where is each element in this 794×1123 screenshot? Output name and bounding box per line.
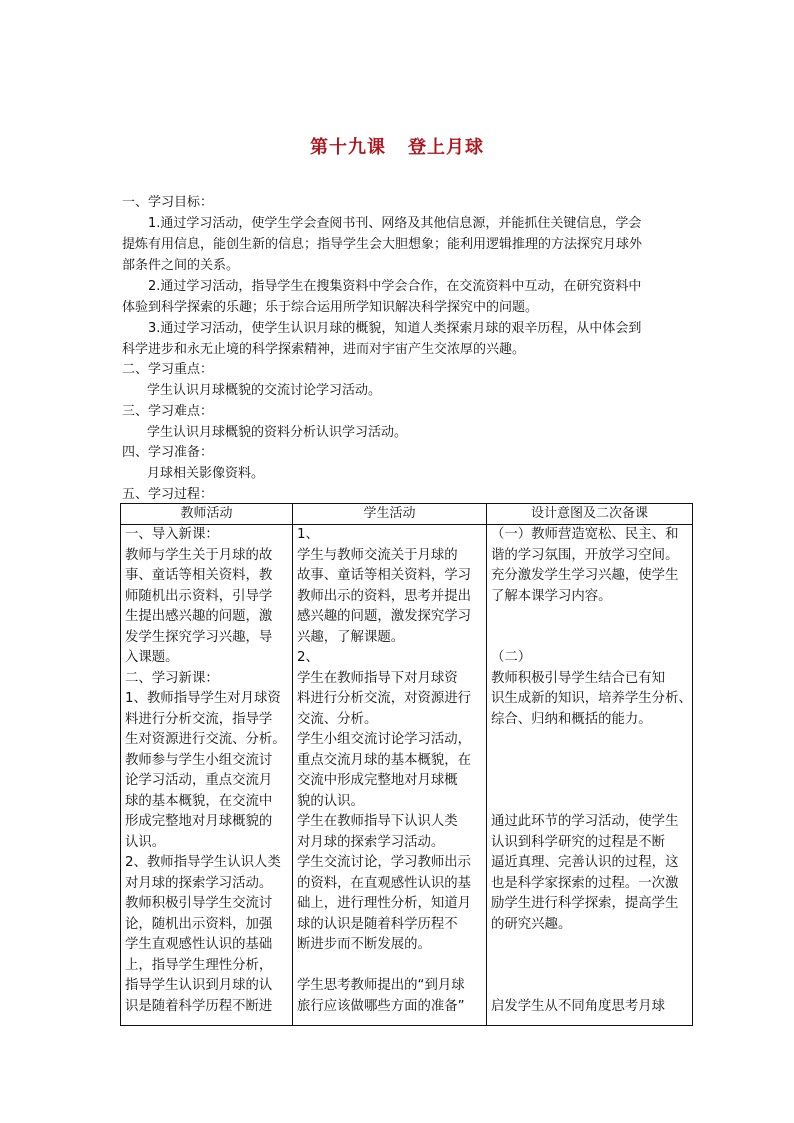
objective-3-line: 科学进步和永无止境的科学探索精神，进而对宇宙产生交浓厚的兴趣。 bbox=[122, 342, 526, 357]
design-intent-line: 的研究兴趣。 bbox=[491, 916, 572, 932]
objective-3-line: 3.通过学习活动，使学生认识月球的概貌，知道人类探索月球的艰辛历程，从中体会到 bbox=[148, 321, 642, 336]
student-activity-line: 学生与教师交流关于月球的 bbox=[297, 547, 458, 563]
objective-2-line: 2.通过学习活动，指导学生在搜集资料中学会合作，在交流资料中互动，在研究资料中 bbox=[148, 279, 642, 294]
design-intent-cell bbox=[487, 525, 693, 1026]
teacher-activity-line: 发学生探究学习兴趣，导 bbox=[125, 629, 273, 645]
teacher-activity-line: 料进行分析交流，指导学 bbox=[125, 711, 273, 727]
teacher-activity-line: 教师参与学生小组交流讨 bbox=[125, 752, 273, 768]
design-intent-line: 启发学生从不同角度思考月球 bbox=[491, 998, 666, 1014]
design-intent-line: 逼近真理、完善认识的过程，这 bbox=[491, 855, 679, 870]
preparation-text: 月球相关影像资料。 bbox=[147, 466, 265, 481]
table-row bbox=[121, 525, 693, 1026]
teacher-activity-line: 2、教师指导学生认识人类 bbox=[125, 855, 281, 870]
student-activity-line: 交流、分析。 bbox=[297, 711, 378, 727]
objective-1-line: 1.通过学习活动，使学生学会查阅书刊、网络及其他信息源，并能抓住关键信息，学会 bbox=[148, 216, 642, 231]
header-teacher-activity: 教师活动 bbox=[121, 504, 293, 525]
design-intent-line bbox=[491, 956, 688, 977]
teacher-activity-line: 形成完整地对月球概貌的 bbox=[125, 814, 273, 829]
student-activity-line: 的资料，在直观感性认识的基 bbox=[297, 875, 472, 891]
teacher-activity-line: 教师积极引导学生交流讨 bbox=[125, 896, 273, 911]
design-intent-line: （二） bbox=[491, 650, 532, 665]
section-preparation-heading: 四、学习准备： bbox=[122, 445, 214, 460]
section-focus-heading: 二、学习重点： bbox=[122, 362, 214, 377]
teacher-activity-line: 识是随着科学历程不断进 bbox=[125, 998, 273, 1014]
objective-2 bbox=[122, 276, 682, 318]
title-lesson-number: 第十九课 bbox=[310, 137, 386, 158]
teacher-activity-line: 一、导入新课： bbox=[125, 527, 219, 542]
student-activity-line: 料进行分析交流，对资源进行 bbox=[297, 691, 472, 706]
student-activity-line: 学生思考教师提出的“到月球 bbox=[297, 978, 465, 993]
design-intent-line: 了解本课学习内容。 bbox=[491, 588, 612, 604]
design-intent-line: 充分激发学生学习兴趣，使学生 bbox=[491, 568, 679, 583]
design-intent-line: 励学生进行科学探索，提高学生 bbox=[491, 896, 679, 911]
difficulty-text: 学生认识月球概貌的资料分析认识学习活动。 bbox=[147, 425, 408, 440]
teacher-activity-line: 教师与学生关于月球的故 bbox=[125, 547, 273, 563]
objective-1 bbox=[122, 213, 682, 276]
design-intent-line: 综合、归纳和概括的能力。 bbox=[491, 711, 652, 727]
process-table bbox=[120, 503, 693, 1026]
teacher-activity-line: 学生直观感性认识的基础 bbox=[125, 937, 273, 952]
design-intent-line: 谐的学习氛围，开放学习空间。 bbox=[491, 547, 679, 563]
student-activity-line: 2、 bbox=[297, 650, 319, 665]
student-activity-line: 故事、童话等相关资料，学习 bbox=[297, 568, 472, 583]
title-lesson-name: 登上月球 bbox=[408, 137, 484, 158]
teacher-activity-line: 生对资源进行交流、分析。 bbox=[125, 732, 286, 747]
design-intent-line bbox=[491, 607, 688, 628]
student-activity-line: 感兴趣的问题，激发探究学习 bbox=[297, 609, 472, 624]
student-activity-line: 貌的认识。 bbox=[297, 793, 364, 809]
page-title bbox=[0, 133, 794, 159]
objective-2-line: 体验到科学探索的乐趣；乐于综合运用所学知识解决科学探究中的问题。 bbox=[122, 300, 539, 315]
teacher-activity-line: 认识。 bbox=[125, 834, 166, 850]
student-activity-line: 学生小组交流讨论学习活动， bbox=[297, 732, 472, 747]
design-intent-line bbox=[491, 771, 688, 792]
design-intent-line: 教师积极引导学生结合已有知 bbox=[491, 670, 666, 686]
section-difficulty-heading: 三、学习难点： bbox=[122, 404, 214, 419]
student-activity-line: 交流中形成完整地对月球概 bbox=[297, 773, 458, 788]
teacher-activity-line: 二、学习新课： bbox=[125, 670, 219, 686]
design-intent-line: 识生成新的知识，培养学生分析、 bbox=[491, 691, 692, 706]
design-intent-line bbox=[491, 751, 688, 772]
teacher-activity-line: 指导学生认识到月球的认 bbox=[125, 978, 273, 993]
teacher-activity-line: 论学习活动，重点交流月 bbox=[125, 773, 273, 788]
teacher-activity-line: 1、教师指导学生对月球资 bbox=[125, 691, 281, 706]
student-activity-line: 对月球的探索学习活动。 bbox=[297, 834, 445, 850]
teacher-activity-line: 入课题。 bbox=[125, 650, 179, 665]
teacher-activity-line: 师随机出示资料，引导学 bbox=[125, 588, 273, 604]
objective-3 bbox=[122, 318, 682, 360]
teacher-activity-line: 球的基本概貌，在交流中 bbox=[125, 793, 273, 809]
design-intent-line bbox=[491, 628, 688, 649]
student-activity-line: 础上，进行理性分析，知道月 bbox=[297, 896, 472, 911]
focus-text: 学生认识月球概貌的交流讨论学习活动。 bbox=[147, 383, 382, 398]
objective-1-line: 部条件之间的关系。 bbox=[122, 258, 240, 273]
teacher-activity-line: 对月球的探索学习活动。 bbox=[125, 875, 273, 891]
teacher-activity-line: 生提出感兴趣的问题，激 bbox=[125, 609, 273, 624]
header-design-intent: 设计意图及二次备课 bbox=[487, 504, 693, 525]
header-student-activity: 学生活动 bbox=[293, 504, 487, 525]
student-activity-line: 学生在教师指导下认识人类 bbox=[297, 814, 458, 829]
student-activity-cell bbox=[293, 525, 487, 1026]
design-intent-line: 通过此环节的学习活动，使学生 bbox=[491, 814, 679, 829]
student-activity-line bbox=[297, 956, 482, 977]
student-activity-line: 断进步而不断发展的。 bbox=[297, 937, 431, 952]
design-intent-line: 认识到科学研究的过程是不断 bbox=[491, 834, 666, 850]
student-activity-line: 1、 bbox=[297, 527, 319, 542]
teacher-activity-cell bbox=[121, 525, 293, 1026]
teacher-activity-line: 论，随机出示资料，加强 bbox=[125, 916, 273, 932]
design-intent-line bbox=[491, 792, 688, 813]
table-header-row bbox=[121, 504, 693, 525]
student-activity-line: 学生交流讨论，学习教师出示 bbox=[297, 855, 472, 870]
student-activity-line: 教师出示的资料，思考并提出 bbox=[297, 588, 472, 604]
design-intent-line bbox=[491, 976, 688, 997]
objective-1-line: 提炼有用信息，能创生新的信息；指导学生会大胆想象；能利用逻辑推理的方法探究月球外 bbox=[122, 237, 643, 252]
student-activity-line: 兴趣，了解课题。 bbox=[297, 629, 405, 645]
student-activity-line: 旅行应该做哪些方面的准备” bbox=[297, 998, 465, 1014]
section-process-heading: 五、学习过程： bbox=[122, 487, 214, 502]
section-objectives-heading: 一、学习目标： bbox=[122, 195, 214, 210]
teacher-activity-line: 事、童话等相关资料，教 bbox=[125, 568, 273, 583]
design-intent-line bbox=[491, 730, 688, 751]
teacher-activity-line: 上，指导学生理性分析， bbox=[125, 957, 273, 973]
student-activity-line: 球的认识是随着科学历程不 bbox=[297, 916, 458, 932]
design-intent-line bbox=[491, 935, 688, 956]
student-activity-line: 重点交流月球的基本概貌，在 bbox=[297, 752, 472, 768]
design-intent-line: （一）教师营造宽松、民主、和 bbox=[491, 527, 679, 542]
student-activity-line: 学生在教师指导下对月球资 bbox=[297, 670, 458, 686]
design-intent-line: 也是科学家探索的过程。一次激 bbox=[491, 875, 679, 891]
